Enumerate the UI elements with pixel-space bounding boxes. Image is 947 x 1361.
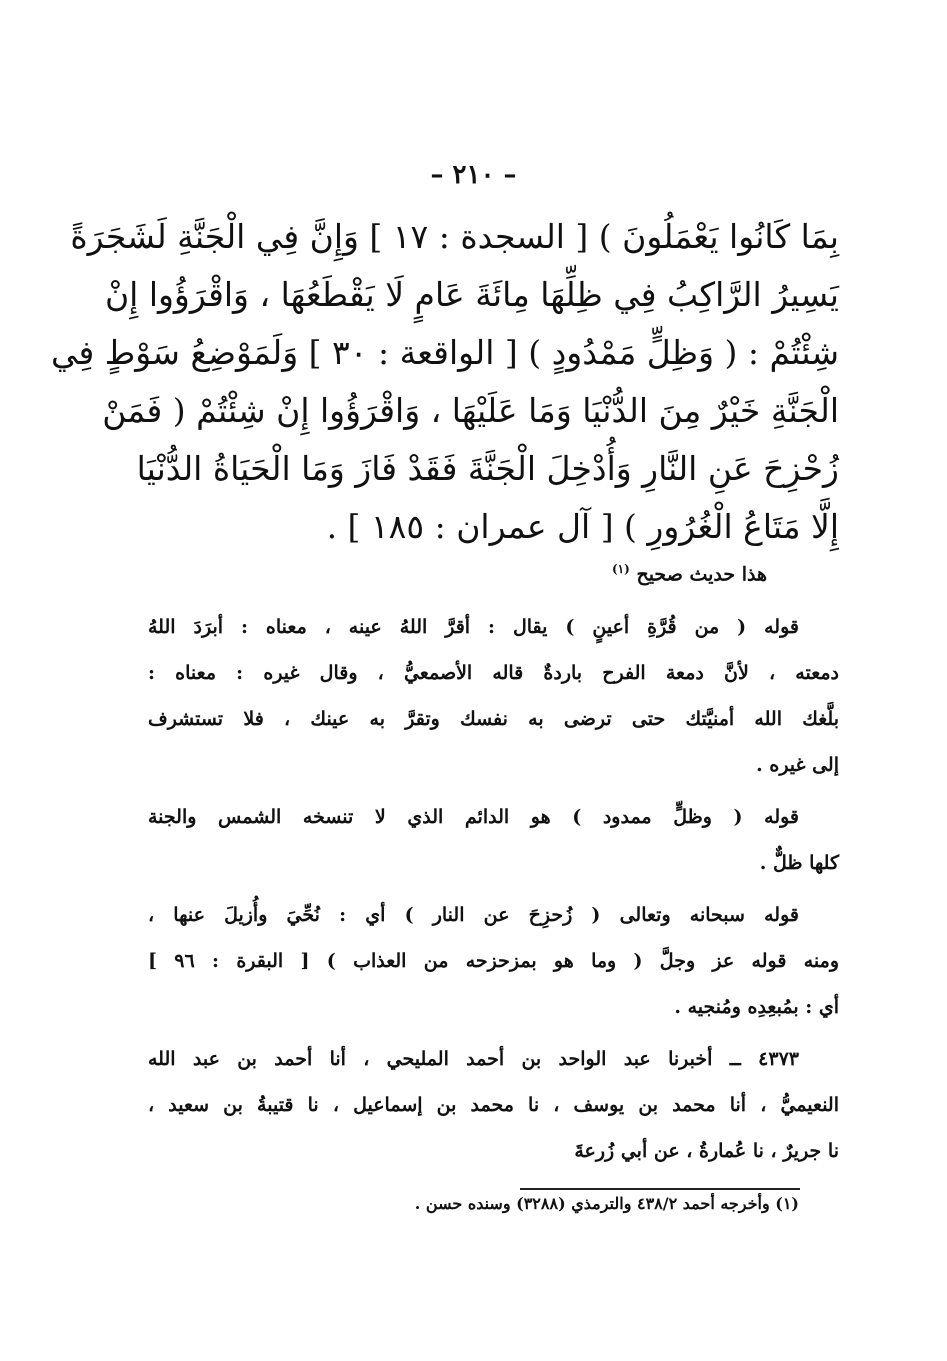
commentary-line: أي : بمُبعِدِه ومُنجيه . <box>674 996 839 1018</box>
commentary-paragraph <box>148 604 839 788</box>
commentary-line: بلَّغك الله أمنيَّتك حتى ترضى به نفسك وتقرَّ به عينك ، فلا تستشرف <box>148 708 839 730</box>
page-number: – ٢١٠ – <box>430 160 517 190</box>
commentary-paragraph <box>148 794 839 886</box>
isnad-paragraph <box>148 1036 839 1174</box>
footnote-marker: (١) <box>611 562 630 576</box>
hadith-line: زُحْزِحَ عَنِ النَّارِ وَأُدْخِلَ الْجَنَّةَ فَقَدْ فَازَ وَمَا الْحَيَاةُ الدُّنْيَا <box>136 449 839 488</box>
commentary-line: قوله سبحانه وتعالى ( زُحزِحَ عن النار ) أي : نُحِّيَ وأُزيلَ عنها ، <box>148 904 799 926</box>
commentary <box>148 604 839 1180</box>
isnad-line: ٤٣٧٣ ــ أخبرنا عبد الواحد بن أحمد المليحي ، أنا أحمد بن عبد الله <box>148 1048 799 1070</box>
commentary-line: قوله ( وظلٍّ ممدود ) هو الدائم الذي لا تنسخه الشمس والجنة <box>148 806 799 828</box>
commentary-line: دمعته ، لأنَّ دمعة الفرح باردةٌ قاله الأصمعيُّ ، وقال غيره : معناه : <box>148 662 839 684</box>
hadith-grade <box>612 562 767 585</box>
hadith-text <box>50 208 839 556</box>
commentary-line: إلى غيره . <box>756 754 839 776</box>
commentary-line: قوله ( من قُرَّةِ أعينٍ ) يقال : أقرَّ اللهُ عينه ، معناه : أبرَدَ اللهُ <box>148 616 799 638</box>
isnad-line: النعيميُّ ، أنا محمد بن يوسف ، نا محمد بن إسماعيل ، نا قتيبةُ بن سعيد ، <box>148 1094 839 1116</box>
footnote-divider <box>520 1188 800 1190</box>
hadith-line: الْجَنَّةِ خَيْرٌ مِنَ الدُّنْيَا وَمَا عَلَيْهَا ، وَاقْرَؤُوا إِنْ شِئْتُمْ ( فَمَنْ <box>102 391 839 430</box>
hadith-line: إِلَّا مَتَاعُ الْغُرُورِ ) [ آل عمران : ١٨٥ ] . <box>326 507 839 546</box>
commentary-line: كلها ظلٌّ . <box>759 852 839 874</box>
commentary-paragraph <box>148 892 839 1030</box>
isnad-line: نا جريرٌ ، نا عُمارةُ ، عن أبي زُرعةَ <box>574 1140 839 1162</box>
hadith-line: يَسِيرُ الرَّاكِبُ فِي ظِلِّهَا مِائَةَ عَامٍ لَا يَقْطَعُهَا ، وَاقْرَؤُوا إِنْ <box>104 275 839 314</box>
hadith-line: بِمَا كَانُوا يَعْمَلُونَ ) [ السجدة : ١٧ ] وَإِنَّ فِي الْجَنَّةِ لَشَجَرَةً <box>70 217 839 256</box>
commentary-line: ومنه قوله عز وجلَّ ( وما هو بمزحزحه من العذاب ) [ البقرة : ٩٦ ] <box>148 950 839 972</box>
footnote: (١) وأخرجه أحمد ٤٣٨/٢ والترمذي (٣٢٨٨) وسنده حسن . <box>414 1194 799 1213</box>
grade-text: هذا حديث صحيح <box>636 563 767 586</box>
hadith-line: شِئْتُمْ : ( وَظِلٍّ مَمْدُودٍ ) [ الواقعة : ٣٠ ] وَلَمَوْضِعُ سَوْطٍ فِي <box>50 333 839 372</box>
